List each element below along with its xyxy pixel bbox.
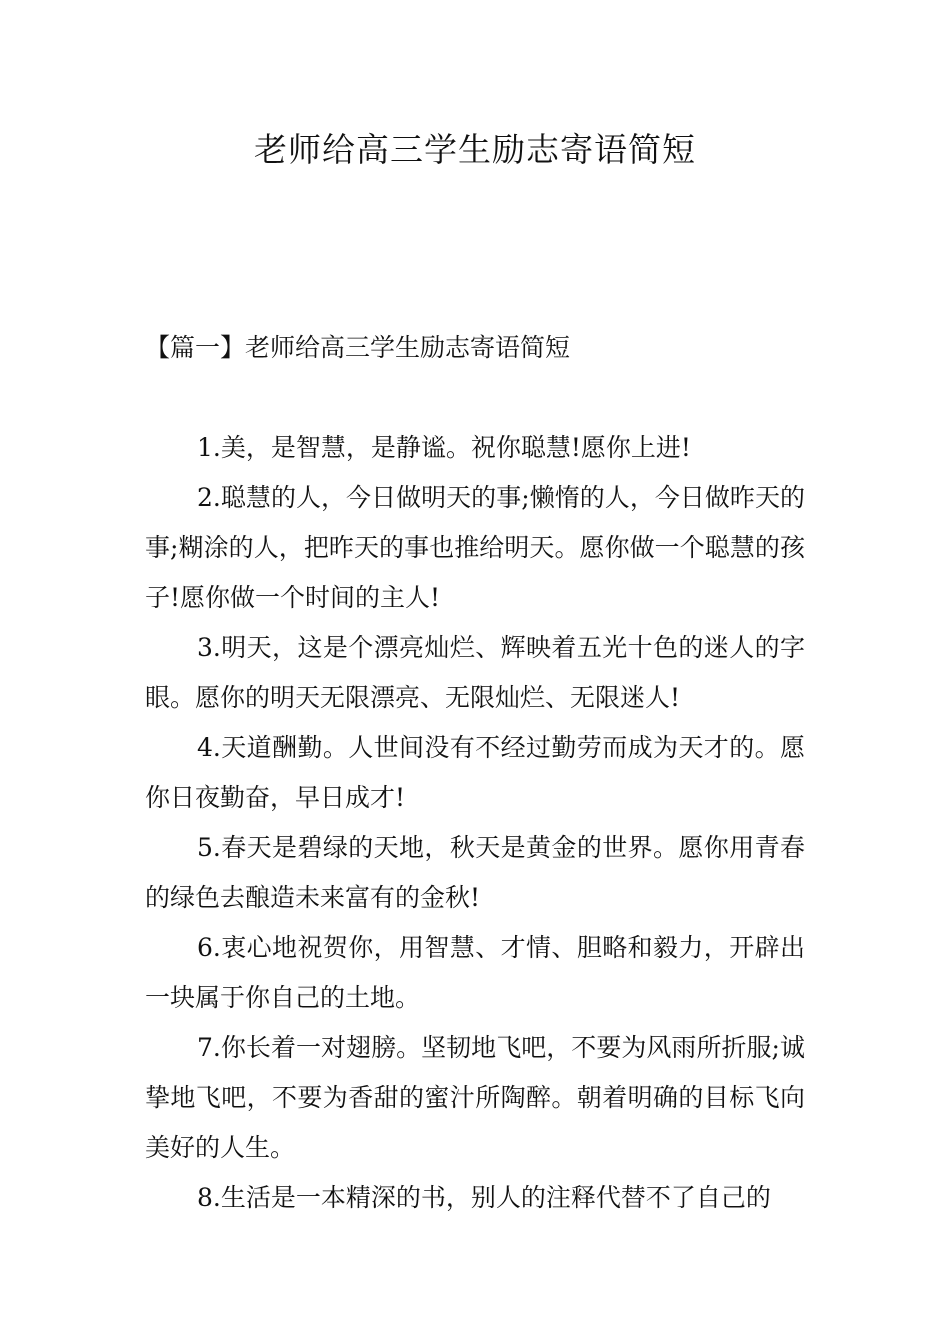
paragraph-4: 4.天道酬勤。人世间没有不经过勤劳而成为天才的。愿你日夜勤奋，早日成才! (145, 733, 805, 812)
paragraph-1: 1.美，是智慧，是静谧。祝你聪慧!愿你上进! (197, 433, 691, 462)
paragraph-5: 5.春天是碧绿的天地，秋天是黄金的世界。愿你用青春的绿色去酿造未来富有的金秋! (145, 833, 805, 912)
paragraph-8: 8.生活是一本精深的书，别人的注释代替不了自己的 (197, 1183, 771, 1212)
paragraph-2: 2.聪慧的人，今日做明天的事;懒惰的人，今日做昨天的事;糊涂的人，把昨天的事也推给明天。愿你做一个聪慧的孩子!愿你做一个时间的主人! (145, 483, 805, 612)
document-body (145, 423, 805, 1223)
document-title: 老师给高三学生励志寄语简短 (254, 130, 696, 169)
paragraph-7: 7.你长着一对翅膀。坚韧地飞吧，不要为风雨所折服;诚挚地飞吧，不要为香甜的蜜汁所陶醉。朝着明确的目标飞向美好的人生。 (145, 1033, 805, 1162)
section-heading: 【篇一】老师给高三学生励志寄语简短 (145, 333, 571, 362)
paragraph-3: 3.明天，这是个漂亮灿烂、辉映着五光十色的迷人的字眼。愿你的明天无限漂亮、无限灿烂、无限迷人! (145, 633, 805, 712)
paragraph-6: 6.衷心地祝贺你，用智慧、才情、胆略和毅力，开辟出一块属于你自己的土地。 (145, 933, 805, 1012)
